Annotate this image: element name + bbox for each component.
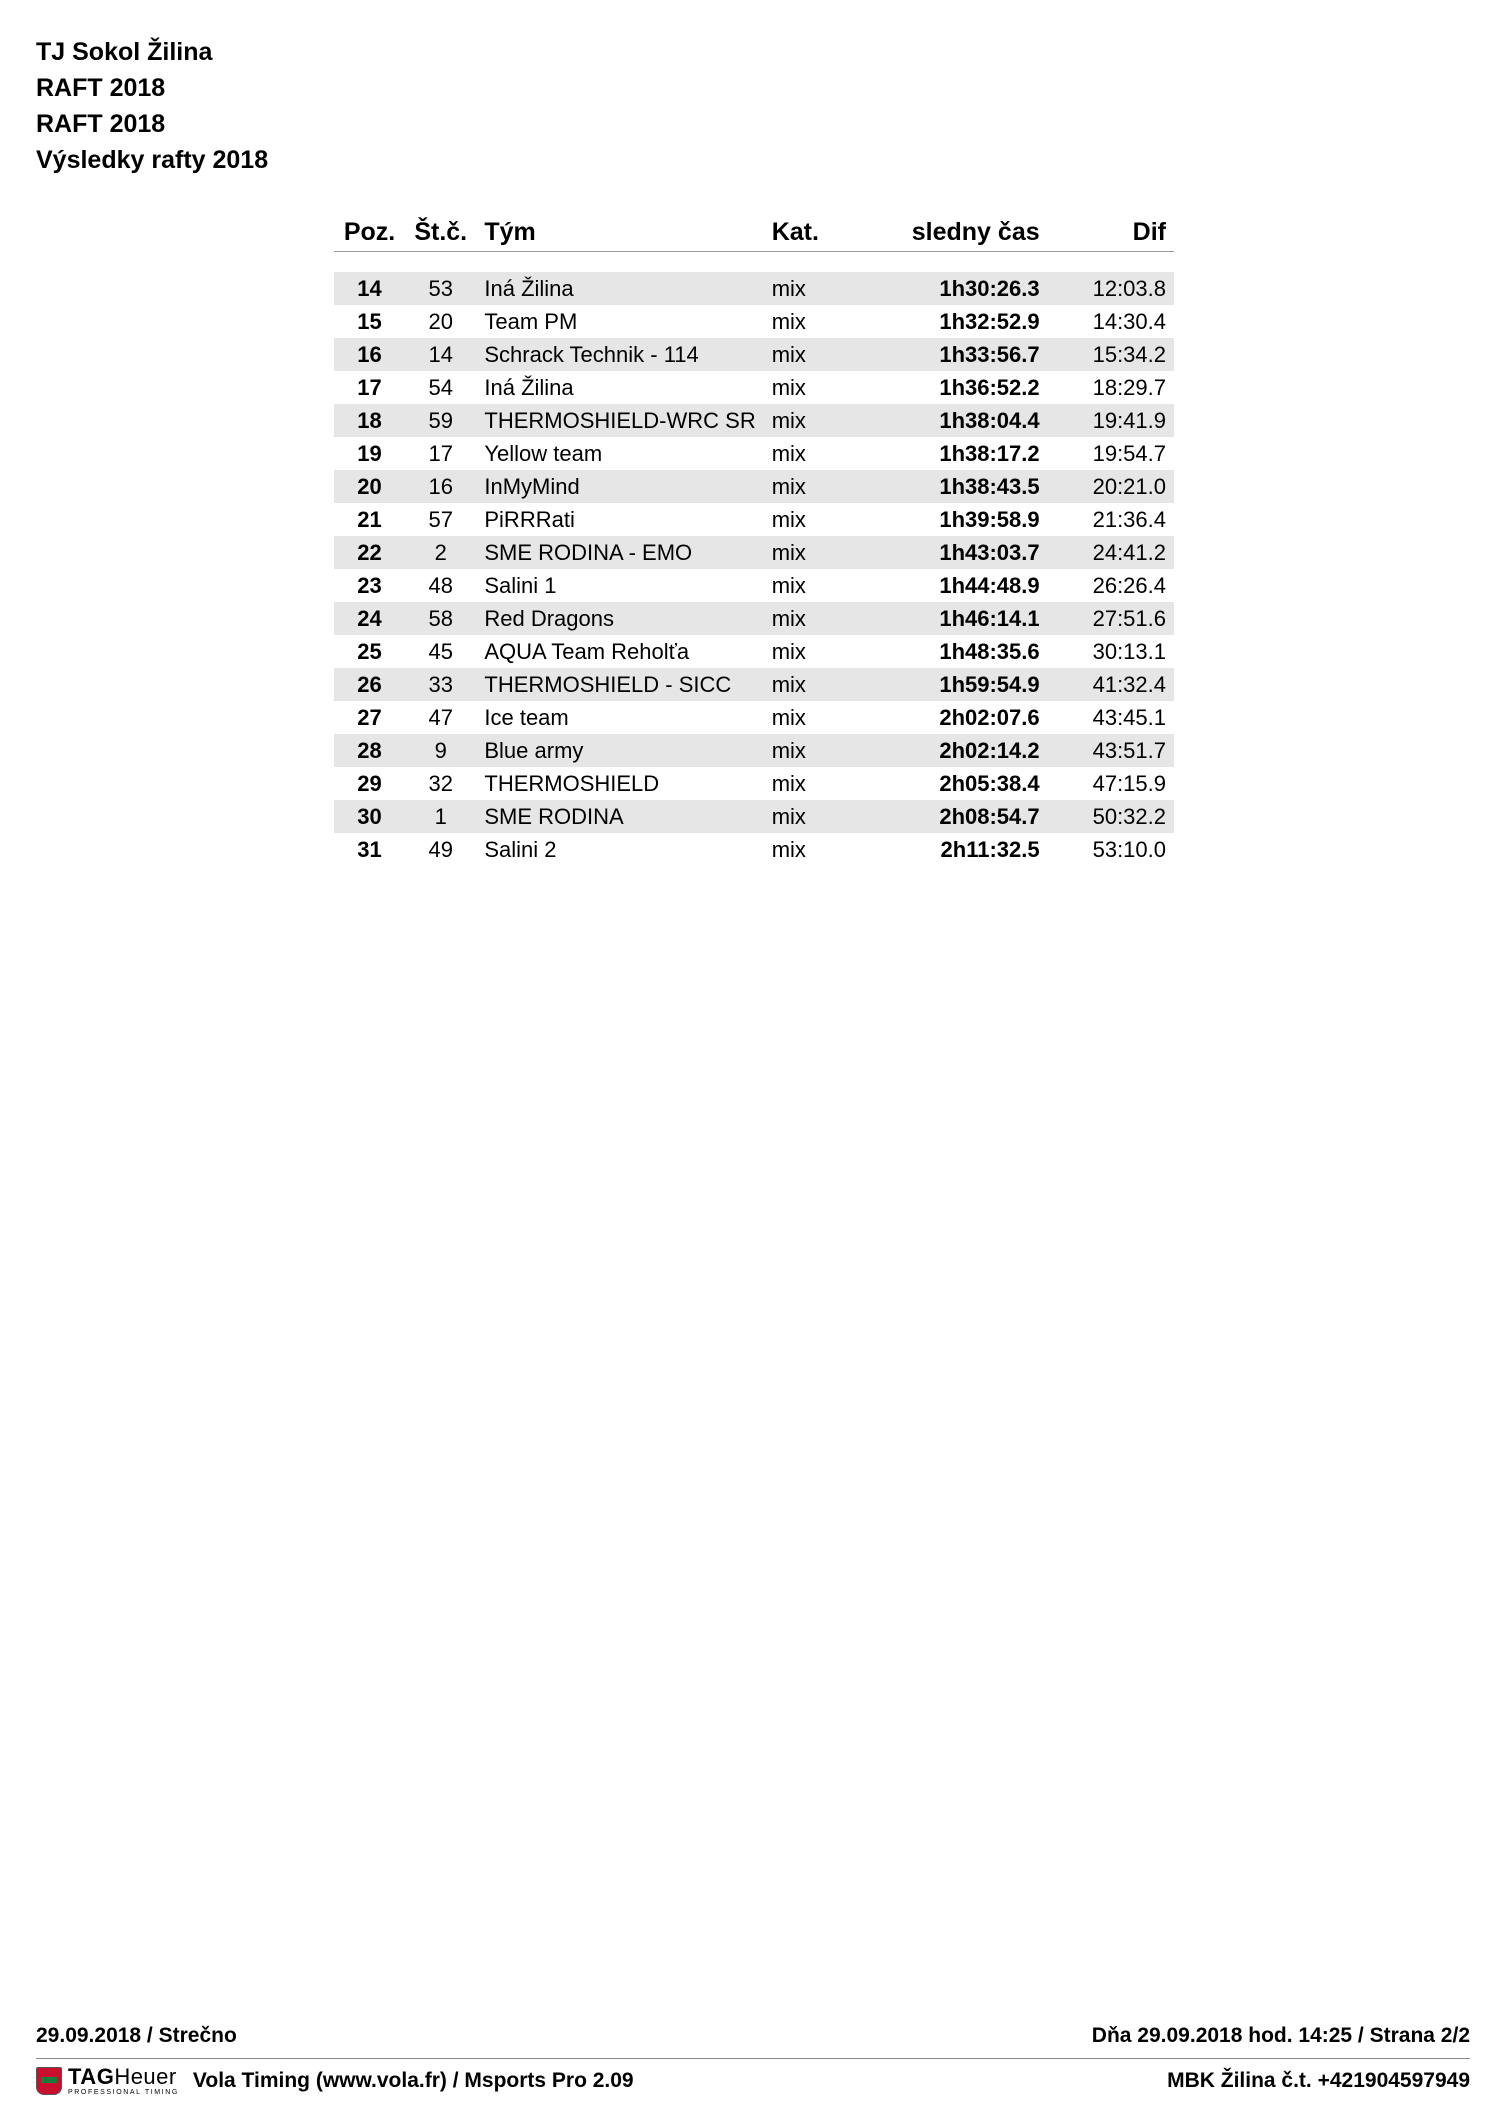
cell-time: 2h08:54.7 <box>866 800 1048 833</box>
cell-difference: 19:41.9 <box>1048 404 1174 437</box>
table-row <box>334 470 1174 503</box>
logo-brand-rest: Heuer <box>114 2064 177 2089</box>
cell-position: 16 <box>334 338 405 371</box>
cell-position: 21 <box>357 506 382 532</box>
cell-time: 1h44:48.9 <box>939 572 1040 598</box>
table-row <box>334 734 1174 767</box>
cell-team: THERMOSHIELD-WRC SR <box>476 404 763 437</box>
cell-position: 24 <box>334 602 405 635</box>
cell-team: Red Dragons <box>476 602 763 635</box>
cell-team: SME RODINA - EMO <box>476 536 763 569</box>
table-row <box>334 536 1174 569</box>
cell-category: mix <box>764 668 866 701</box>
cell-category: mix <box>764 470 866 503</box>
cell-time: 2h02:07.6 <box>939 704 1040 730</box>
cell-team: Yellow team <box>484 440 603 466</box>
cell-difference: 14:30.4 <box>1092 308 1166 334</box>
cell-team: Blue army <box>476 734 763 767</box>
logo-text <box>68 2066 179 2096</box>
cell-category: mix <box>764 404 866 437</box>
table-row <box>334 503 1174 536</box>
cell-time: 2h05:38.4 <box>939 770 1040 796</box>
cell-difference: 43:45.1 <box>1092 704 1166 730</box>
cell-category: mix <box>764 272 866 305</box>
results-title: Výsledky rafty 2018 <box>36 146 269 174</box>
cell-position: 25 <box>357 638 382 664</box>
cell-category: mix <box>771 506 806 532</box>
table-row <box>334 701 1174 734</box>
document-header <box>36 34 268 178</box>
cell-team: THERMOSHIELD - SICC <box>476 668 763 701</box>
header-spacer <box>334 252 1174 273</box>
table-row <box>334 635 1174 668</box>
footer-top <box>36 2024 1470 2048</box>
cell-team: SME RODINA <box>476 800 763 833</box>
cell-difference: 41:32.4 <box>1048 668 1174 701</box>
cell-difference: 30:13.1 <box>1092 638 1166 664</box>
cell-start-number: 48 <box>428 572 453 598</box>
cell-difference: 12:03.8 <box>1048 272 1174 305</box>
col-header-start-number: Št.č. <box>405 212 476 252</box>
cell-difference: 50:32.2 <box>1048 800 1174 833</box>
table-row <box>334 602 1174 635</box>
cell-difference: 43:51.7 <box>1048 734 1174 767</box>
cell-time: 1h33:56.7 <box>866 338 1048 371</box>
cell-difference: 15:34.2 <box>1048 338 1174 371</box>
cell-difference: 53:10.0 <box>1092 836 1166 862</box>
logo-subtitle: PROFESSIONAL TIMING <box>68 2089 179 2096</box>
cell-position: 29 <box>357 770 382 796</box>
cell-time: 1h46:14.1 <box>866 602 1048 635</box>
cell-position: 30 <box>334 800 405 833</box>
cell-category: mix <box>764 536 866 569</box>
table-row <box>334 833 1174 866</box>
cell-start-number: 2 <box>405 536 476 569</box>
table-row <box>334 272 1174 305</box>
cell-position: 23 <box>357 572 382 598</box>
cell-difference: 47:15.9 <box>1092 770 1166 796</box>
cell-team: THERMOSHIELD <box>484 770 660 796</box>
cell-team: Ice team <box>484 704 569 730</box>
cell-category: mix <box>764 338 866 371</box>
cell-team: Iná Žilina <box>476 272 763 305</box>
cell-time: 1h30:26.3 <box>866 272 1048 305</box>
table-row <box>334 305 1174 338</box>
logo-brand <box>68 2066 179 2088</box>
table-row <box>334 437 1174 470</box>
cell-team: PiRRRati <box>484 506 575 532</box>
cell-position: 31 <box>357 836 382 862</box>
cell-difference: 27:51.6 <box>1048 602 1174 635</box>
cell-position: 15 <box>357 308 382 334</box>
col-header-team: Tým <box>476 212 763 252</box>
event-title: RAFT 2018 <box>36 74 166 102</box>
cell-start-number: 58 <box>405 602 476 635</box>
results-table <box>334 212 1174 866</box>
cell-category: mix <box>771 308 806 334</box>
cell-start-number: 45 <box>428 638 453 664</box>
table-row <box>334 800 1174 833</box>
footer-left <box>36 2066 634 2096</box>
cell-start-number: 32 <box>428 770 453 796</box>
cell-start-number: 1 <box>405 800 476 833</box>
cell-category: mix <box>771 440 806 466</box>
cell-start-number: 49 <box>428 836 453 862</box>
cell-category: mix <box>764 734 866 767</box>
footer-club-contact: MBK Žilina č.t. +421904597949 <box>1167 2069 1470 2092</box>
cell-time: 1h39:58.9 <box>939 506 1040 532</box>
cell-category: mix <box>771 704 806 730</box>
race-title: RAFT 2018 <box>36 110 166 138</box>
cell-time: 1h38:04.4 <box>866 404 1048 437</box>
cell-position: 22 <box>334 536 405 569</box>
cell-position: 17 <box>357 374 382 400</box>
table-row <box>334 338 1174 371</box>
cell-time: 1h48:35.6 <box>939 638 1040 664</box>
tag-heuer-logo <box>36 2066 179 2096</box>
cell-time: 2h11:32.5 <box>940 836 1040 862</box>
col-header-time: sledny čas <box>866 212 1048 252</box>
table-header-row <box>334 212 1174 252</box>
cell-time: 1h32:52.9 <box>939 308 1040 334</box>
cell-position: 20 <box>334 470 405 503</box>
cell-team: InMyMind <box>476 470 763 503</box>
cell-start-number: 53 <box>405 272 476 305</box>
col-header-position: Poz. <box>334 212 405 252</box>
cell-time: 1h38:43.5 <box>866 470 1048 503</box>
cell-start-number: 9 <box>405 734 476 767</box>
cell-start-number: 20 <box>428 308 453 334</box>
cell-start-number: 47 <box>428 704 453 730</box>
cell-position: 26 <box>334 668 405 701</box>
cell-category: mix <box>771 572 806 598</box>
table-row <box>334 767 1174 800</box>
col-header-difference: Dif <box>1048 212 1174 252</box>
footer-bottom <box>36 2066 1470 2096</box>
cell-category: mix <box>771 836 806 862</box>
cell-start-number: 54 <box>428 374 453 400</box>
cell-time: 2h02:14.2 <box>866 734 1048 767</box>
cell-start-number: 16 <box>405 470 476 503</box>
logo-brand-bold: TAG <box>68 2064 115 2089</box>
cell-position: 28 <box>334 734 405 767</box>
cell-category: mix <box>771 374 806 400</box>
cell-time: 1h38:17.2 <box>939 440 1040 466</box>
cell-team: Salini 1 <box>484 572 557 598</box>
cell-time: 1h36:52.2 <box>939 374 1040 400</box>
cell-start-number: 59 <box>405 404 476 437</box>
tag-heuer-shield-icon <box>36 2067 62 2095</box>
results-body <box>334 252 1174 867</box>
organizer-title: TJ Sokol Žilina <box>36 38 213 66</box>
cell-difference: 26:26.4 <box>1092 572 1166 598</box>
cell-category: mix <box>764 602 866 635</box>
cell-team: Iná Žilina <box>484 374 574 400</box>
cell-team: AQUA Team Reholťa <box>484 638 690 664</box>
cell-time: 1h43:03.7 <box>866 536 1048 569</box>
cell-category: mix <box>764 800 866 833</box>
cell-start-number: 14 <box>405 338 476 371</box>
col-header-category: Kat. <box>764 212 866 252</box>
cell-category: mix <box>771 770 806 796</box>
cell-position: 19 <box>357 440 382 466</box>
cell-difference: 20:21.0 <box>1048 470 1174 503</box>
cell-start-number: 17 <box>428 440 453 466</box>
cell-start-number: 57 <box>428 506 453 532</box>
cell-team: Team PM <box>484 308 578 334</box>
cell-time: 1h59:54.9 <box>866 668 1048 701</box>
cell-position: 14 <box>334 272 405 305</box>
cell-team: Schrack Technik - 114 <box>476 338 763 371</box>
cell-difference: 21:36.4 <box>1092 506 1166 532</box>
cell-category: mix <box>771 638 806 664</box>
table-row <box>334 371 1174 404</box>
cell-difference: 19:54.7 <box>1092 440 1166 466</box>
footer-date-place: 29.09.2018 / Strečno <box>36 2024 237 2047</box>
cell-position: 18 <box>334 404 405 437</box>
cell-difference: 24:41.2 <box>1048 536 1174 569</box>
footer-printed-page: Dňa 29.09.2018 hod. 14:25 / Strana 2/2 <box>1091 2024 1470 2047</box>
table-row <box>334 668 1174 701</box>
table-row <box>334 569 1174 602</box>
footer-divider <box>36 2058 1470 2059</box>
cell-start-number: 33 <box>405 668 476 701</box>
footer-timing-software: Vola Timing (www.vola.fr) / Msports Pro 2.09 <box>192 2069 634 2092</box>
cell-position: 27 <box>357 704 382 730</box>
cell-difference: 18:29.7 <box>1092 374 1166 400</box>
cell-team: Salini 2 <box>484 836 557 862</box>
table-row <box>334 404 1174 437</box>
